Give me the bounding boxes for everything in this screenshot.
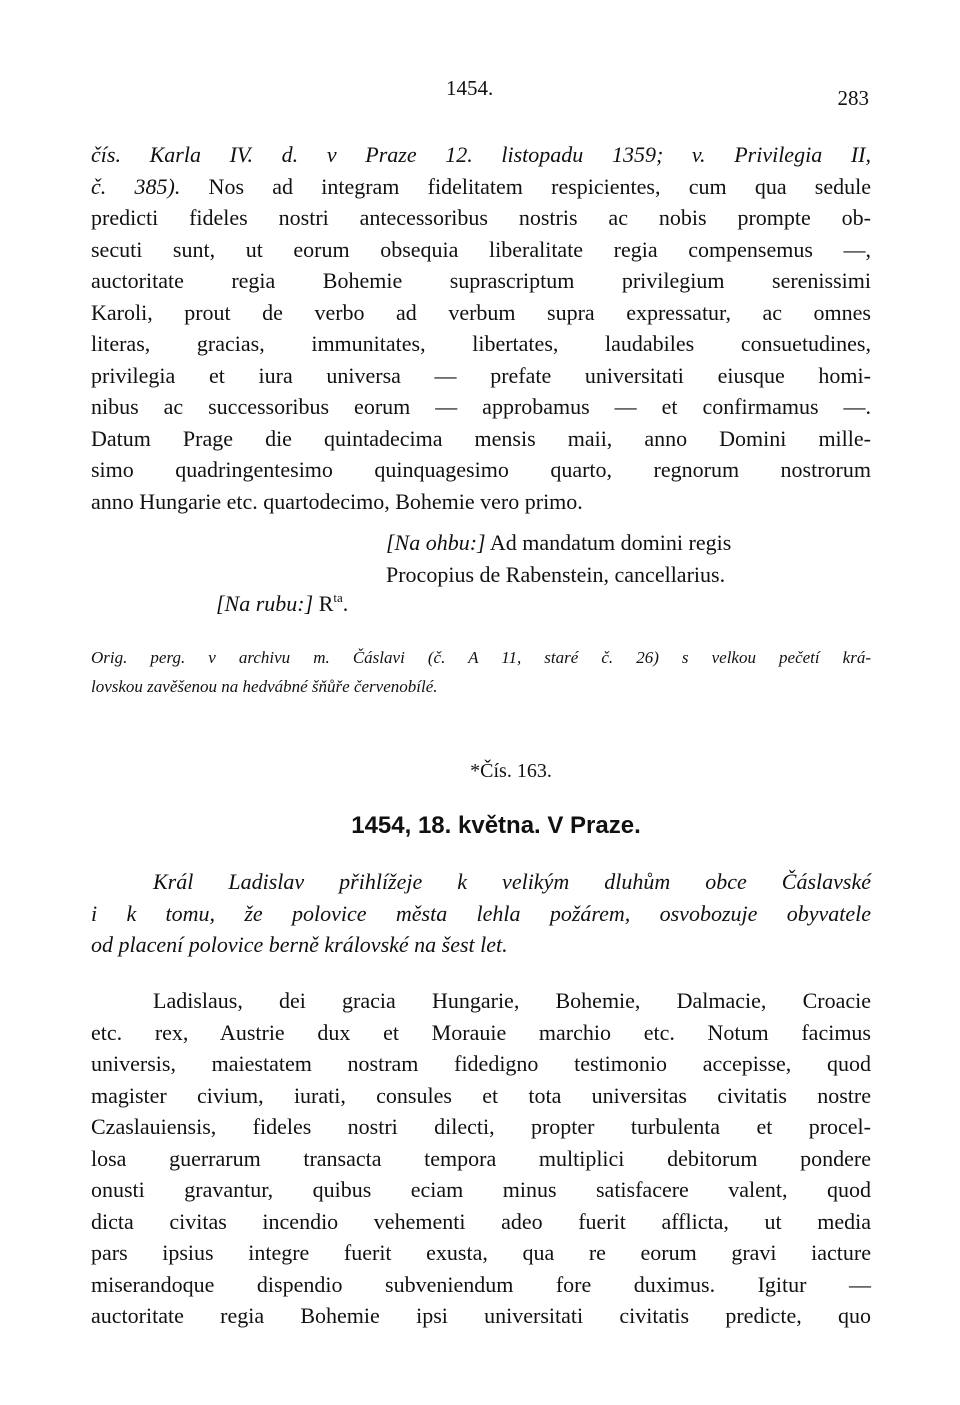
text-line: etc. rex, Austrie dux et Morauie marchio etc. Notum facimus	[91, 1019, 871, 1045]
signature-end: .	[342, 591, 349, 616]
text-line: magister civium, iurati, consules et tota universitas civitatis nostre	[91, 1082, 871, 1108]
citation-fragment: č. 385).	[91, 173, 181, 199]
signature-marker: [Na rubu:]	[216, 591, 314, 616]
text-line: auctoritate regia Bohemie suprascriptum privilegium serenissimi	[91, 268, 871, 293]
text-line: Ladislaus, dei gracia Hungarie, Bohemie, Dalmacie, Croacie	[153, 988, 871, 1013]
text-fragment: Nos ad integram fidelitatem respicientes, cum qua sedule	[180, 173, 872, 199]
page-number: 283	[837, 86, 869, 110]
signature-text: Ad mandatum domini regis	[485, 530, 732, 555]
regest-summary	[91, 866, 871, 961]
signature-superscript: ta	[333, 590, 343, 605]
text-line: miserandoque dispendio subveniendum fore duximus. Igitur —	[91, 1271, 871, 1297]
signature-right	[386, 527, 731, 590]
summary-line: od placení polovice berně královské na šest let.	[91, 932, 508, 957]
text-line: dicta civitas incendio vehementi adeo fuerit afflicta, ut media	[91, 1208, 871, 1234]
document-page	[91, 0, 871, 1405]
archive-line: lovskou zavěšenou na hedvábné šňůře červenobílé.	[91, 677, 438, 696]
text-line: nibus ac successoribus eorum — approbamus — et confirmamus —.	[91, 394, 871, 419]
text-line: auctoritate regia Bohemie ipsi universitati civitatis predicte, quo	[91, 1303, 871, 1328]
running-head-year: 1454.	[446, 76, 494, 100]
signature-marker: [Na ohbu:]	[386, 530, 486, 555]
continuation-text	[91, 139, 871, 517]
archive-line: Orig. perg. v archivu m. Čáslavi (č. A 11, staré č. 26) s velkou pečetí krá-	[91, 648, 871, 667]
signature-line	[386, 527, 731, 559]
signature-left	[216, 588, 348, 620]
summary-line: Král Ladislav přihlížeje k velikým dluhům obce Čáslavské	[153, 869, 871, 894]
text-line: secuti sunt, ut eorum obsequia liberalitate regia compensemus —,	[91, 236, 871, 262]
text-line: predicti fideles nostri antecessoribus nostris ac nobis prompte ob-	[91, 205, 871, 230]
text-line: anno Hungarie etc. quartodecimo, Bohemie vero primo.	[91, 488, 583, 514]
summary-line: i k tomu, že polovice města lehla požárem, osvobozuje obyvatele	[91, 900, 871, 926]
text-line: Datum Prage die quintadecima mensis maii, anno Domini mille-	[91, 425, 871, 451]
text-line: Karoli, prout de verbo ad verbum supra expressatur, ac omnes	[91, 299, 871, 325]
text-line: universis, maiestatem nostram fidedigno testimonio accepisse, quod	[91, 1051, 871, 1076]
text-line: literas, gracias, immunitates, libertates, laudabiles consuetudines,	[91, 331, 871, 356]
text-line: losa guerrarum transacta tempora multiplici debitorum pondere	[91, 1145, 871, 1171]
document-date-title: 1454, 18. května. V Praze.	[351, 812, 641, 839]
signature-text: R	[313, 591, 334, 616]
text-line	[91, 171, 871, 203]
text-line: privilegia et iura universa — prefate universitati eiusque homi-	[91, 362, 871, 388]
text-line: onusti gravantur, quibus eciam minus satisfacere valent, quod	[91, 1177, 871, 1202]
text-line: čís. Karla IV. d. v Praze 12. listopadu 1359; v. Privilegia II,	[91, 142, 871, 167]
text-line: simo quadringentesimo quinquagesimo quarto, regnorum nostrorum	[91, 457, 871, 482]
archive-note	[91, 643, 871, 701]
text-line: pars ipsius integre fuerit exusta, qua re eorum gravi iacture	[91, 1240, 871, 1265]
page-header	[91, 76, 871, 110]
charter-text	[91, 985, 871, 1332]
text-line: Czaslauiensis, fideles nostri dilecti, propter turbulenta et procel-	[91, 1114, 871, 1139]
signature-line: Procopius de Rabenstein, cancellarius.	[386, 561, 726, 587]
document-number: *Čís. 163.	[470, 760, 552, 782]
